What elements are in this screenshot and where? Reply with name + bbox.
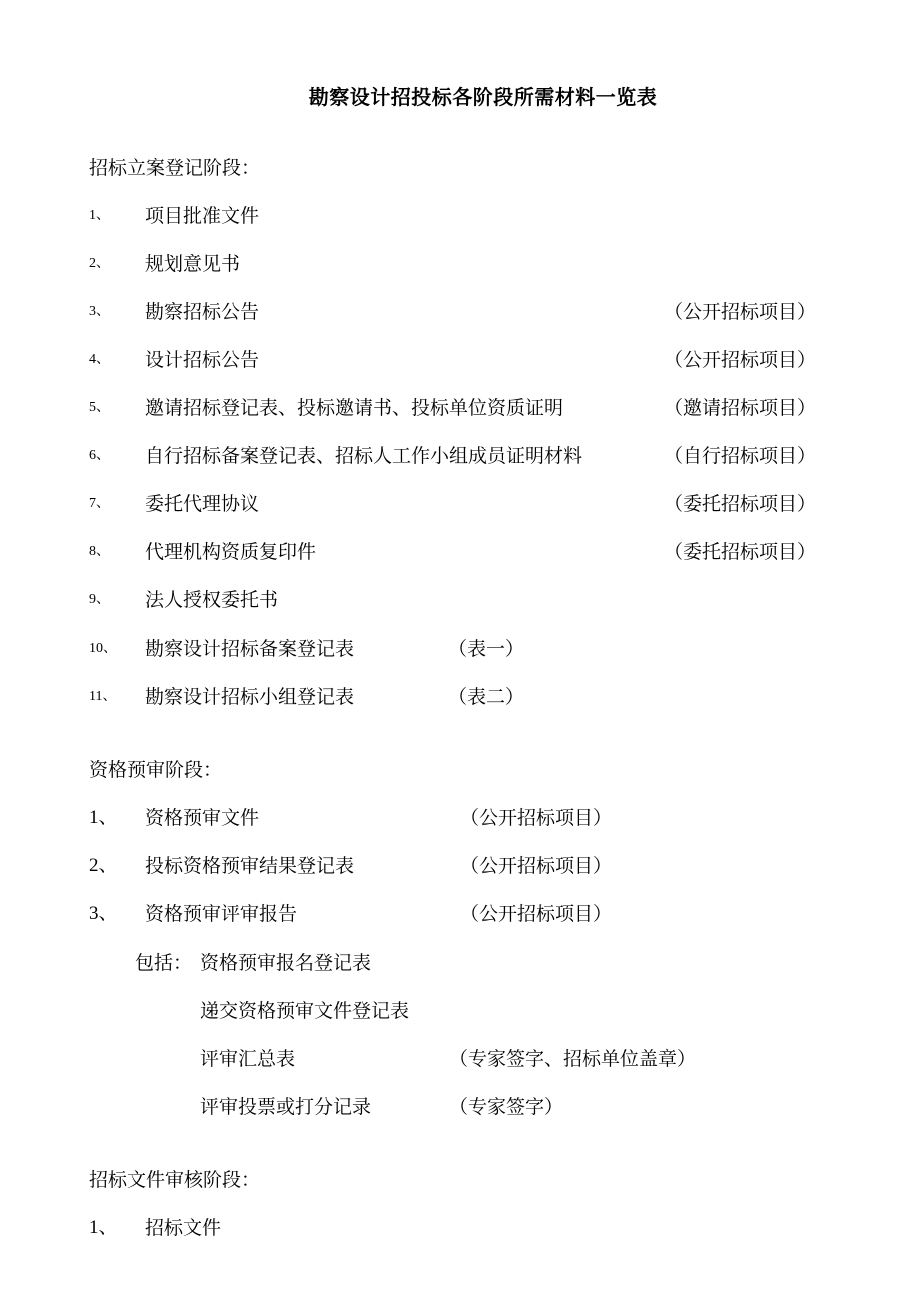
item-label: 资格预审文件 xyxy=(145,807,260,829)
item-note: （公开招标项目） xyxy=(460,807,613,829)
includes-row xyxy=(0,1094,920,1120)
item-note: （表一） xyxy=(448,638,525,660)
item-note: （自行招标项目） xyxy=(664,445,817,467)
list-item xyxy=(0,251,920,277)
item-number: 3、 xyxy=(89,304,110,319)
item-note: （公开招标项目） xyxy=(460,903,613,925)
item-number: 1、 xyxy=(89,1217,118,1238)
item-note: （公开招标项目） xyxy=(664,301,817,323)
item-note: （表二） xyxy=(448,686,525,708)
item-note: （委托招标项目） xyxy=(664,541,817,563)
item-label: 勘察设计招标备案登记表 xyxy=(145,638,355,660)
item-note: （公开招标项目） xyxy=(664,349,817,371)
item-number: 5、 xyxy=(89,400,110,415)
item-label: 自行招标备案登记表、招标人工作小组成员证明材料 xyxy=(145,445,583,467)
includes-prefix: 包括： xyxy=(135,952,193,974)
item-note: （邀请招标项目） xyxy=(664,397,817,419)
item-label: 项目批准文件 xyxy=(145,205,260,227)
section-heading-prequalification: 资格预审阶段： xyxy=(89,759,223,781)
list-item xyxy=(0,901,920,927)
item-note: （委托招标项目） xyxy=(664,493,817,515)
list-item xyxy=(0,805,920,831)
list-item xyxy=(0,853,920,879)
list-item xyxy=(0,587,920,613)
item-number: 7、 xyxy=(89,496,110,511)
includes-entry-label: 资格预审报名登记表 xyxy=(200,952,372,974)
includes-entry-note: （专家签字） xyxy=(449,1096,564,1118)
list-item xyxy=(0,539,920,565)
list-item xyxy=(0,299,920,325)
section-heading-tender-document-review: 招标文件审核阶段： xyxy=(89,1169,261,1191)
item-label: 邀请招标登记表、投标邀请书、投标单位资质证明 xyxy=(145,397,564,419)
item-label: 法人授权委托书 xyxy=(145,589,279,611)
includes-entry-label: 评审汇总表 xyxy=(200,1048,296,1070)
item-label: 设计招标公告 xyxy=(145,349,260,371)
includes-entry-label: 评审投票或打分记录 xyxy=(200,1096,372,1118)
item-label: 勘察设计招标小组登记表 xyxy=(145,686,355,708)
list-item xyxy=(0,636,920,662)
item-number: 9、 xyxy=(89,592,110,607)
item-number: 1、 xyxy=(89,807,118,828)
item-number: 10、 xyxy=(89,641,117,656)
item-number: 2、 xyxy=(89,855,118,876)
item-label: 勘察招标公告 xyxy=(145,301,260,323)
list-item xyxy=(0,347,920,373)
list-item xyxy=(0,1215,920,1241)
document-title: 勘察设计招投标各阶段所需材料一览表 xyxy=(308,85,658,109)
list-item xyxy=(0,491,920,517)
item-label: 招标文件 xyxy=(145,1217,222,1239)
section-heading-tender-registration: 招标立案登记阶段： xyxy=(89,157,261,179)
list-item xyxy=(0,684,920,710)
item-number: 3、 xyxy=(89,903,118,924)
list-item xyxy=(0,443,920,469)
item-label: 投标资格预审结果登记表 xyxy=(145,855,355,877)
item-note: （公开招标项目） xyxy=(460,855,613,877)
item-label: 规划意见书 xyxy=(145,253,241,275)
item-number: 4、 xyxy=(89,352,110,367)
includes-row xyxy=(0,998,920,1024)
item-label: 委托代理协议 xyxy=(145,493,260,515)
list-item xyxy=(0,203,920,229)
item-number: 6、 xyxy=(89,448,110,463)
includes-entry-note: （专家签字、招标单位盖章） xyxy=(449,1048,697,1070)
item-number: 8、 xyxy=(89,544,110,559)
item-number: 1、 xyxy=(89,208,110,223)
list-item xyxy=(0,395,920,421)
item-number: 11、 xyxy=(89,689,117,704)
includes-row xyxy=(0,950,920,976)
item-label: 资格预审评审报告 xyxy=(145,903,298,925)
item-number: 2、 xyxy=(89,256,110,271)
includes-row xyxy=(0,1046,920,1072)
includes-entry-label: 递交资格预审文件登记表 xyxy=(200,1000,410,1022)
item-label: 代理机构资质复印件 xyxy=(145,541,317,563)
